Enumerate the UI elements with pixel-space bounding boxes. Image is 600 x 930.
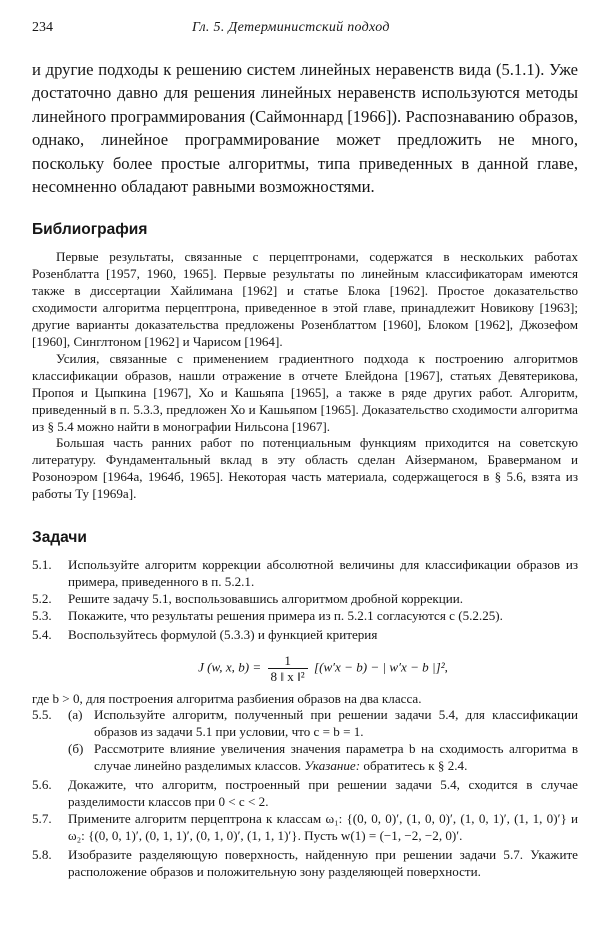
task-5-1	[32, 557, 578, 591]
bibliography-paragraph: Первые результаты, связанные с перцептронами, содержатся в нескольких работах Розенблатта [1957, 1960, 1965]. Первые результаты по линейным классификаторам имеются также в диссертации Хайлимана [1962] и статье Блока [1962]. Простое доказательство сходимости алгоритма перцептрона, приведенное в этой главе, принадлежит Новикову [1963]; другие варианты доказательства предложены Розенблаттом [1960], Блоком [1962], Джозефом [1960], Синглтоном [1962] и Чарисом [1964].	[32, 249, 578, 349]
task-5-8	[32, 847, 578, 881]
bibliography-paragraph: Большая часть ранних работ по потенциальным функциям приходится на советскую литературу. Фундаментальный вклад в эту область сделан Айзерманом, Браверманом и Розоноэром [1964а, 1964б, 1965]. Некоторая часть материала, содержащегося в § 5.6, взята из работы Ту [1969а].	[32, 435, 578, 502]
task-number: 5.2.	[32, 590, 52, 606]
task-5-4-continuation: где b > 0, для построения алгоритма разбиения образов на два класса.	[32, 690, 422, 706]
task-text: Решите задачу 5.1, воспользовавшись алгоритмом дробной коррекции.	[68, 590, 464, 606]
formula-lhs: J (w, x, b) =	[198, 659, 262, 675]
task-number: 5.6.	[32, 777, 52, 793]
task-5-2	[32, 591, 578, 608]
page-number: 234	[32, 20, 53, 35]
task-text: Изобразите разделяющую поверхность, найденную при решении задачи 5.7. Укажите расположение образов и положительную зону разделяющей поверхности.	[68, 846, 578, 879]
task-text: Докажите, что алгоритм, построенный при решении задачи 5.4, сходится в случае разделимости классов при 0 < c < 2.	[68, 777, 578, 809]
fraction-denominator: 8 ‖ x ‖²	[270, 668, 305, 684]
formula-fraction	[268, 653, 308, 684]
subtask-text: Рассмотрите влияние увеличения значения параметра b на сходимость алгоритма в случае линейно разделимых классов.	[94, 741, 578, 774]
intro-paragraph: и другие подходы к решению систем линейных неравенств вида (5.1.1). Уже достаточно давно для решения линейных неравенств используются методы линейного программирования (Саймоннард [1966]). Распознаванию образов, однако, линейное программирование может предложить не много, поскольку более простые алгоритмы, типа приведенных в данной главе, несомненно обладают равными возможностями.	[32, 60, 578, 197]
task-text: Используйте алгоритм коррекции абсолютной величины для классификации образов из примера, приведенного в п. 5.2.1.	[68, 557, 578, 589]
task-5-3	[32, 608, 578, 625]
task-text: Примените алгоритм перцептрона к классам ω₁: {(0, 0, 0)′, (1, 0, 0)′, (1, 0, 1)′, (1, 1, 0)′} и ω₂: {(0, 0, 1)′, (0, 1, 1)′, (0, 1, 0)′, (1, 1, 1)′}. Пусть w(1) = (−1, −2, −2, 0)′.	[68, 810, 578, 843]
task-text: Покажите, что результаты решения примера из п. 5.2.1 согласуются с (5.2.25).	[68, 607, 503, 623]
hint-label: Указание:	[304, 758, 361, 774]
tasks-heading: Задачи	[32, 529, 87, 547]
formula-rhs: [(w′x − b) − | w′x − b |]²,	[313, 659, 448, 675]
running-head: Гл. 5. Детерминистский подход	[192, 20, 390, 35]
subtask-label: (а)	[68, 707, 83, 723]
task-5-4	[32, 627, 578, 684]
criterion-formula	[68, 653, 578, 684]
bibliography-section	[32, 249, 578, 503]
task-5-7	[32, 811, 578, 845]
task-number: 5.4.	[32, 626, 52, 642]
bibliography-paragraph: Усилия, связанные с применением градиентного подхода к построению алгоритмов классификации образов, нашли отражение в отчете Блейдона [1967], статьях Девятерикова, Пропоя и Цыпкина [1967], Хо и Кашьяпа [1965], а также в ряде других работ. Алгоритм, приведенный в п. 5.3.3, предложен Хо и Кашьяпом [1965]. Доказательство сходимости алгоритма из § 5.4 можно найти в монографии Нильсона [1967].	[32, 350, 578, 434]
task-number: 5.3.	[32, 607, 52, 623]
subtask-b	[68, 741, 578, 775]
fraction-numerator: 1	[268, 653, 308, 669]
task-number: 5.1.	[32, 557, 52, 573]
page-header	[32, 20, 578, 44]
subtask-text: Используйте алгоритм, полученный при решении задачи 5.4, для классификации образов из задачи 5.1 при условии, что c = b = 1.	[94, 707, 578, 740]
task-number: 5.7.	[32, 810, 52, 826]
subtask-a	[68, 707, 578, 741]
hint-text: обратитесь к § 2.4.	[363, 758, 468, 774]
task-5-6	[32, 777, 578, 811]
task-5-5	[32, 707, 578, 775]
tasks-section	[32, 557, 578, 881]
subtask-label: (б)	[68, 741, 84, 757]
bibliography-heading: Библиография	[32, 221, 148, 239]
task-text: Воспользуйтесь формулой (5.3.3) и функцией критерия	[68, 626, 378, 642]
task-number: 5.5.	[32, 707, 52, 723]
task-number: 5.8.	[32, 846, 52, 862]
